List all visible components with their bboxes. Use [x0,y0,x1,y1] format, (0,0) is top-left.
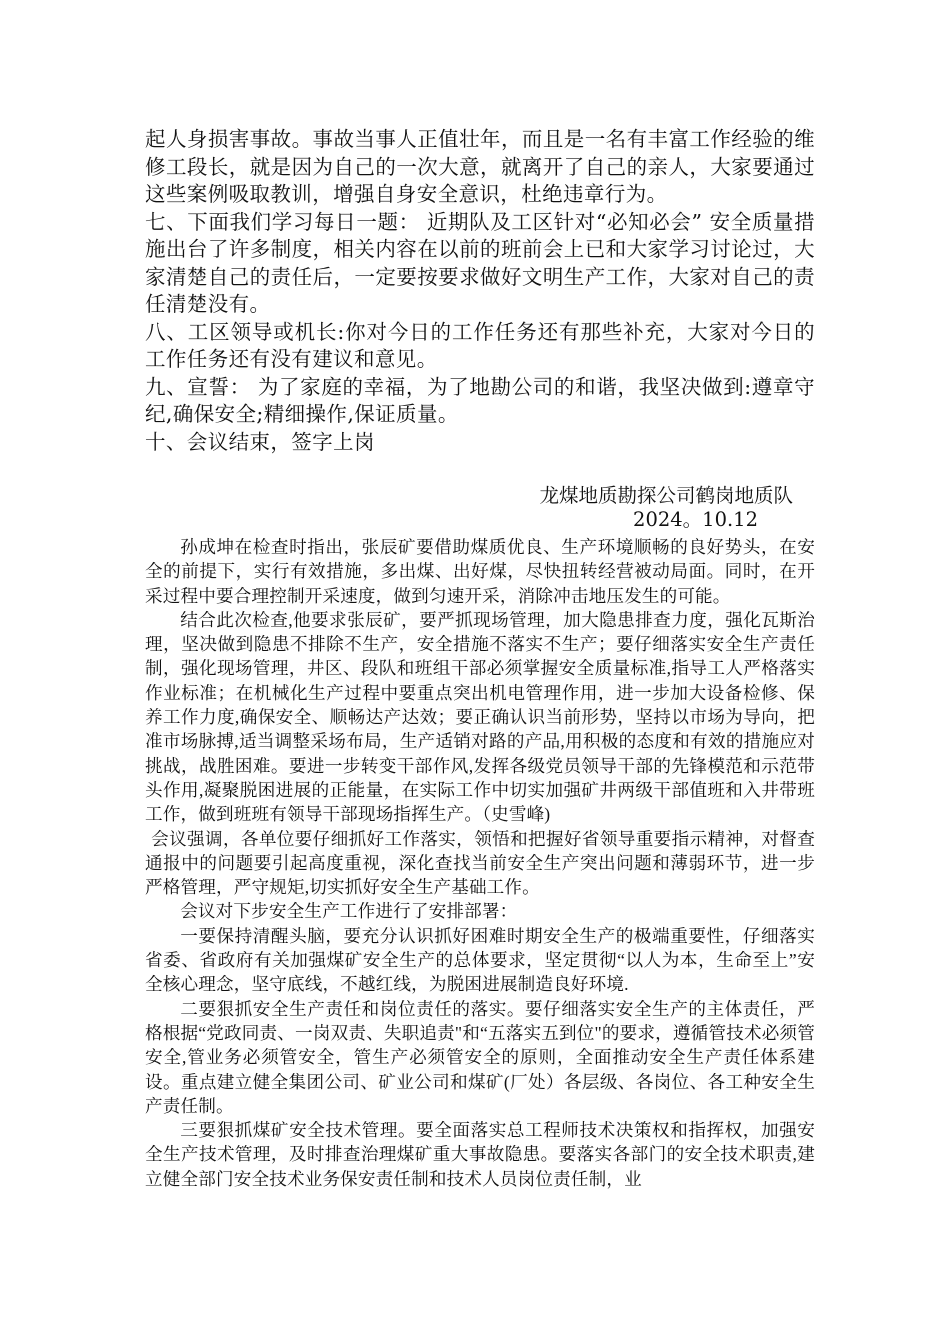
paragraph-point-one: 一要保持清醒头脑，要充分认识抓好困难时期安全生产的极端重要性，仔细落实省委、省政府有关加强煤矿安全生产的总体要求，坚定贯彻“以人为本，生命至上”安全核心理念，坚守底线，不越红线，为脱困进展制造良好环境. [145,925,815,995]
signature-date: 2024。10.12 [633,508,758,531]
paragraph-meeting-emphasis: 会议强调，各单位要仔细抓好工作落实，领悟和把握好省领导重要指示精神，对督查通报中的问题要引起高度重视，深化查找当前安全生产突出问题和薄弱环节，进一步严格管理，严守规矩,切实抓好安全生产基础工作。 [145,828,815,898]
paragraph-item-seven: 七、下面我们学习每日一题： 近期队及工区针对“必知必会” 安全质量措施出台了许多制度，相关内容在以前的班前会上已和大家学习讨论过，大家清楚自己的责任后，一定要按要求做好文明生产工作，大家对自己的责任清楚没有。 [145,209,815,316]
paragraph-item-eight: 八、工区领导或机长:你对今日的工作任务还有那些补充，大家对今日的工作任务还有没有建议和意见。 [145,319,815,371]
paragraph-point-three: 三要狠抓煤矿安全技术管理。要全面落实总工程师技术决策权和指挥权，加强安全生产技术管理，及时排查治理煤矿重大事故隐患。要落实各部门的安全技术职责,建立健全部门安全技术业务保安责任制和技术人员岗位责任制，业 [145,1120,815,1189]
inspection-report-section [145,535,815,1191]
signature-block [145,484,815,532]
paragraph-inspection-remarks: 孙成坤在检查时指出，张辰矿要借助煤质优良、生产环境顺畅的良好势头，在安全的前提下，实行有效措施，多出煤、出好煤，尽快扭转经营被动局面。同时，在开采过程中要合理控制开采速度，做到匀速开采，消除冲击地压发生的可能。 [145,537,815,606]
paragraph-item-nine: 九、宣誓： 为了家庭的幸福，为了地勘公司的和谐，我坚决做到:遵章守纪,确保安全;精细操作,保证质量。 [145,374,815,426]
document-page [145,126,815,1191]
paragraph-point-two: 二要狠抓安全生产责任和岗位责任的落实。要仔细落实安全生产的主体责任，严格根据“党政同责、一岗双责、失职追责"和“五落实五到位"的要求，遵循管技术必须管安全,管业务必须管安全，管生产必须管安全的原则，全面推动安全生产责任体系建设。重点建立健全集团公司、矿业公司和煤矿(厂处）各层级、各岗位、各工种安全生产责任制。 [145,998,815,1116]
paragraph-accident-lesson: 起人身损害事故。事故当事人正值壮年，而且是一名有丰富工作经验的维修工段长，就是因为自己的一次大意，就离开了自己的亲人，大家要通过这些案例吸取教训，增强自身安全意识，杜绝违章行为。 [145,127,815,206]
meeting-procedure-section [145,126,815,456]
paragraph-meeting-arrangement: 会议对下步安全生产工作进行了安排部署： [180,901,518,922]
signature-organization: 龙煤地质勘探公司鹤岗地质队 [539,484,793,507]
paragraph-inspection-requirements: 结合此次检查,他要求张辰矿，要严抓现场管理，加大隐患排查力度，强化瓦斯治理，坚决做到隐患不排除不生产，安全措施不落实不生产；要仔细落实安全生产责任制，强化现场管理，井区、段队和班组干部必须掌握安全质量标准,指导工人严格落实作业标准；在机械化生产过程中要重点突出机电管理作用，进一步加大设备检修、保养工作力度,确保安全、顺畅达产达效；要正确认识当前形势，坚持以市场为导向，把准市场脉搏,适当调整采场布局，生产适销对路的产品,用积极的态度和有效的措施应对挑战，战胜困难。要进一步转变干部作风,发挥各级党员领导干部的先锋模范和示范带头作用,凝聚脱困进展的正能量，在实际工作中切实加强矿井两级干部值班和入井带班工作，做到班班有领导干部现场指挥生产。（史雪峰) [145,609,815,825]
paragraph-item-ten: 十、会议结束，签字上岗 [145,429,375,454]
